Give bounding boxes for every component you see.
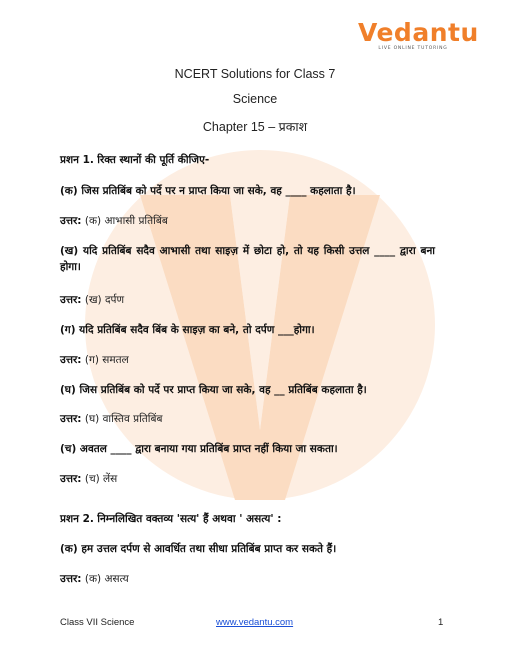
sub-question: (ख) यदि प्रतिबिंब सदैव आभासी तथा साइज़ में छोटा हो, तो यह किसी उत्तल ____ द्वारा बना होगा। xyxy=(60,245,435,273)
answer-text: (क) असत्य xyxy=(84,573,129,585)
answer-text: (घ) वास्तिव प्रतिबिंब xyxy=(84,413,163,425)
doc-chapter: Chapter 15 – प्रकाश xyxy=(202,120,308,134)
answer-label: उत्तर: xyxy=(60,473,82,485)
answer-label: उत्तर: xyxy=(60,573,82,585)
question-2 xyxy=(60,511,430,527)
answer xyxy=(60,352,430,368)
sub-question: (च) अवतल ____ द्वारा बनाया गया प्रतिबिंब प्राप्त नहीं किया जा सकता। xyxy=(60,443,338,455)
answer-text: (क) आभासी प्रतिबिंब xyxy=(84,215,168,227)
answer-label: उत्तर: xyxy=(60,215,82,227)
sub-question: (घ) जिस प्रतिबिंब को पर्दे पर प्राप्त किया जा सके, वह __ प्रतिबिंब कहलाता है। xyxy=(60,384,367,396)
footer-website-link[interactable]: www.vedantu.com xyxy=(216,617,294,628)
answer xyxy=(60,571,430,587)
doc-subject: Science xyxy=(232,92,278,106)
sub-question: (क) जिस प्रतिबिंब को पर्दे पर न प्राप्त किया जा सके, वह ____ कहलाता है। xyxy=(60,185,356,197)
answer-label: उत्तर: xyxy=(60,294,82,306)
page-number: 1 xyxy=(438,617,444,628)
question-1 xyxy=(60,152,430,168)
answer-text: (ग) समतल xyxy=(84,354,129,366)
footer-class-label: Class VII Science xyxy=(60,617,135,628)
question-text: रिक्त स्थानों की पूर्ति कीजिए- xyxy=(97,154,210,166)
answer xyxy=(60,411,430,427)
question-label: प्रशन 1. xyxy=(60,154,94,166)
answer-label: उत्तर: xyxy=(60,413,82,425)
answer xyxy=(60,471,430,487)
answer-text: (च) लेंस xyxy=(84,473,118,485)
question-text: निम्नलिखित वक्तव्य 'सत्य' हैं अथवा ' असत्य' : xyxy=(97,513,282,525)
doc-title: NCERT Solutions for Class 7 xyxy=(174,67,336,81)
answer-text: (ख) दर्पण xyxy=(84,294,125,306)
answer-label: उत्तर: xyxy=(60,354,82,366)
answer xyxy=(60,213,430,229)
question-label: प्रशन 2. xyxy=(60,513,94,525)
logo-tagline: LIVE ONLINE TUTORING xyxy=(378,46,448,51)
logo-brand: Vedantu xyxy=(358,18,479,47)
sub-question: (क) हम उत्तल दर्पण से आवर्धित तथा सीधा प्रतिबिंब प्राप्त कर सकते हैं। xyxy=(60,543,337,555)
vedantu-logo xyxy=(358,18,479,51)
answer xyxy=(60,292,430,308)
sub-question: (ग) यदि प्रतिबिंब सदैव बिंब के साइज़ का बने, तो दर्पण ___होगा। xyxy=(60,324,315,336)
